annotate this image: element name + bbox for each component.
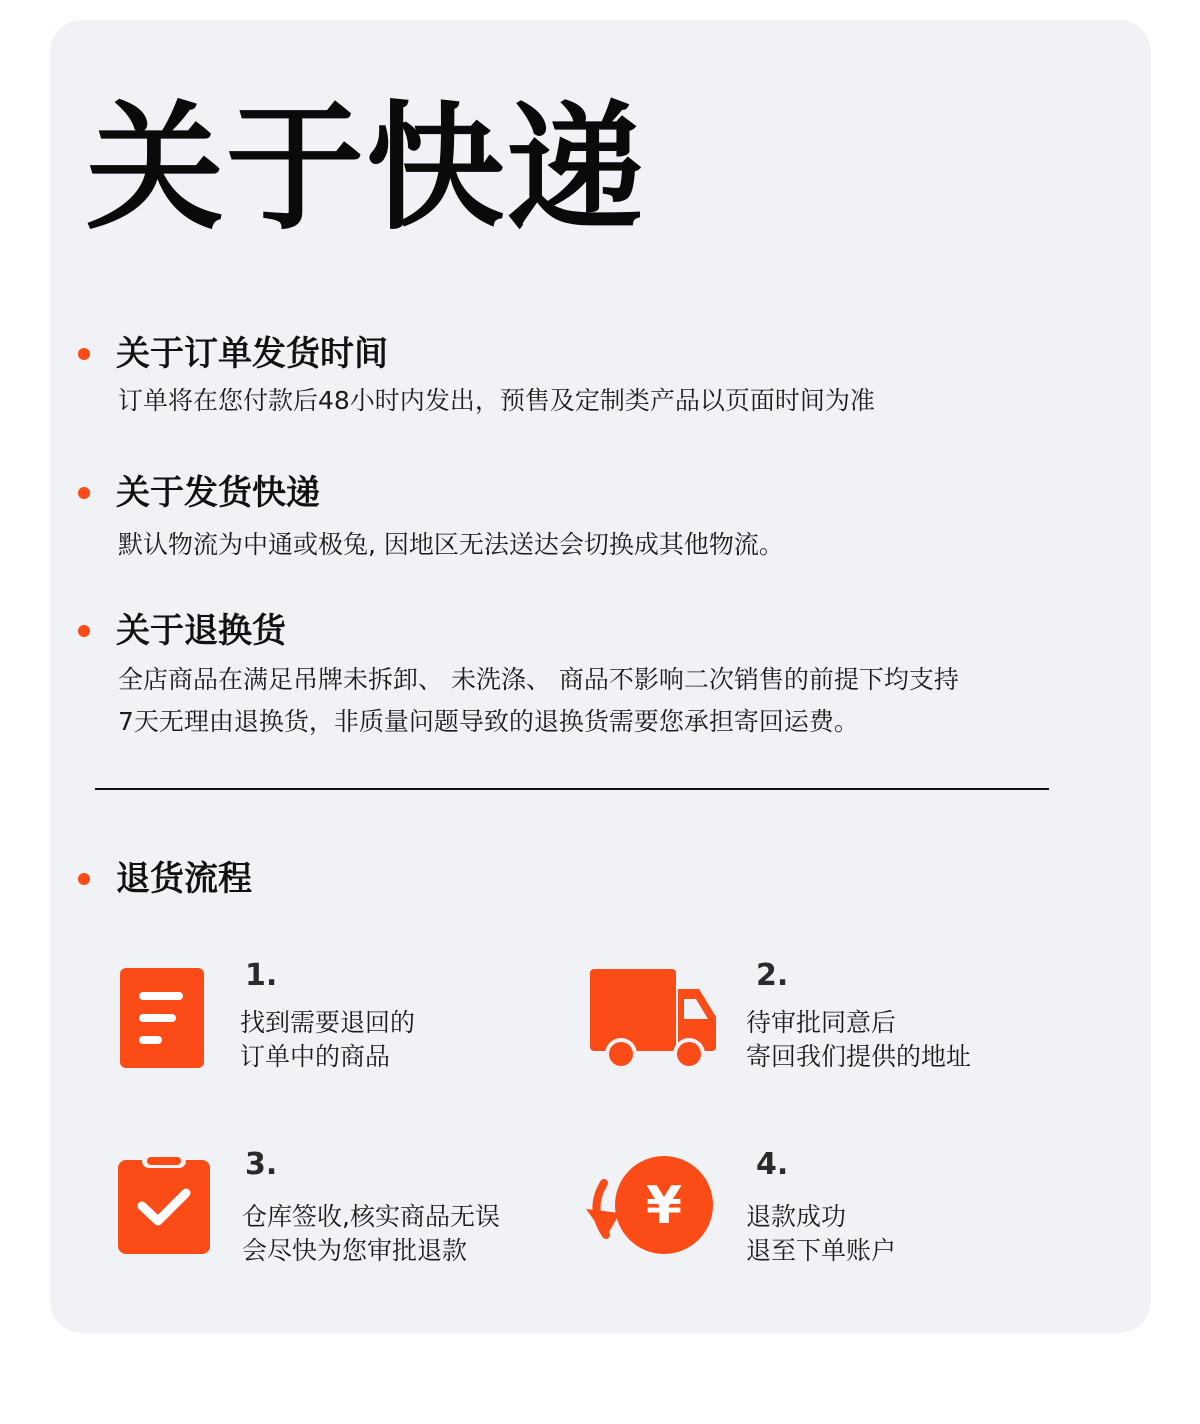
section-title: 关于退换货: [116, 611, 286, 651]
section-title: 退货流程: [116, 859, 252, 899]
step-line: 订单中的商品: [240, 1042, 391, 1071]
section-title: 关于订单发货时间: [116, 334, 388, 374]
step-line: 退款成功: [746, 1202, 847, 1231]
step-line: 仓库签收,核实商品无误: [242, 1202, 500, 1231]
step-number: 4.: [756, 1147, 789, 1182]
section-body-line: 7天无理由退换货，非质量问题导致的退换货需要您承担寄回运费。: [118, 707, 859, 736]
page-title: 关于快递: [86, 88, 647, 249]
section-body-line: 默认物流为中通或极兔, 因地区无法送达会切换成其他物流。: [118, 530, 784, 559]
step-line: 会尽快为您审批退款: [242, 1236, 468, 1265]
step-description: [240, 1006, 415, 1074]
step-line: 找到需要退回的: [240, 1008, 416, 1037]
step-description: [242, 1200, 500, 1268]
step-line: 寄回我们提供的地址: [746, 1042, 972, 1071]
bullet-dot: [78, 873, 90, 885]
clipboard-check-icon: [118, 1154, 210, 1254]
section-divider: [95, 788, 1049, 790]
step-description: [746, 1200, 896, 1268]
section-body-line: 全店商品在满足吊牌未拆卸、 未洗涤、 商品不影响二次销售的前提下均支持: [118, 665, 959, 694]
bullet-dot: [78, 348, 90, 360]
section-title: 关于发货快递: [116, 473, 320, 513]
step-number: 1.: [245, 958, 278, 993]
step-number: 3.: [245, 1147, 278, 1182]
refund-yen-icon: [580, 1153, 720, 1257]
step-number: 2.: [756, 958, 789, 993]
step-description: [746, 1006, 971, 1074]
step-line: 待审批同意后: [746, 1008, 897, 1037]
bullet-dot: [78, 625, 90, 637]
truck-icon: [588, 969, 718, 1069]
section-body-line: 订单将在您付款后48小时内发出，预售及定制类产品以页面时间为准: [118, 386, 875, 415]
bullet-dot: [78, 487, 90, 499]
document-icon: [120, 968, 204, 1068]
step-line: 退至下单账户: [746, 1236, 897, 1265]
yen-symbol: ¥: [645, 1176, 683, 1236]
